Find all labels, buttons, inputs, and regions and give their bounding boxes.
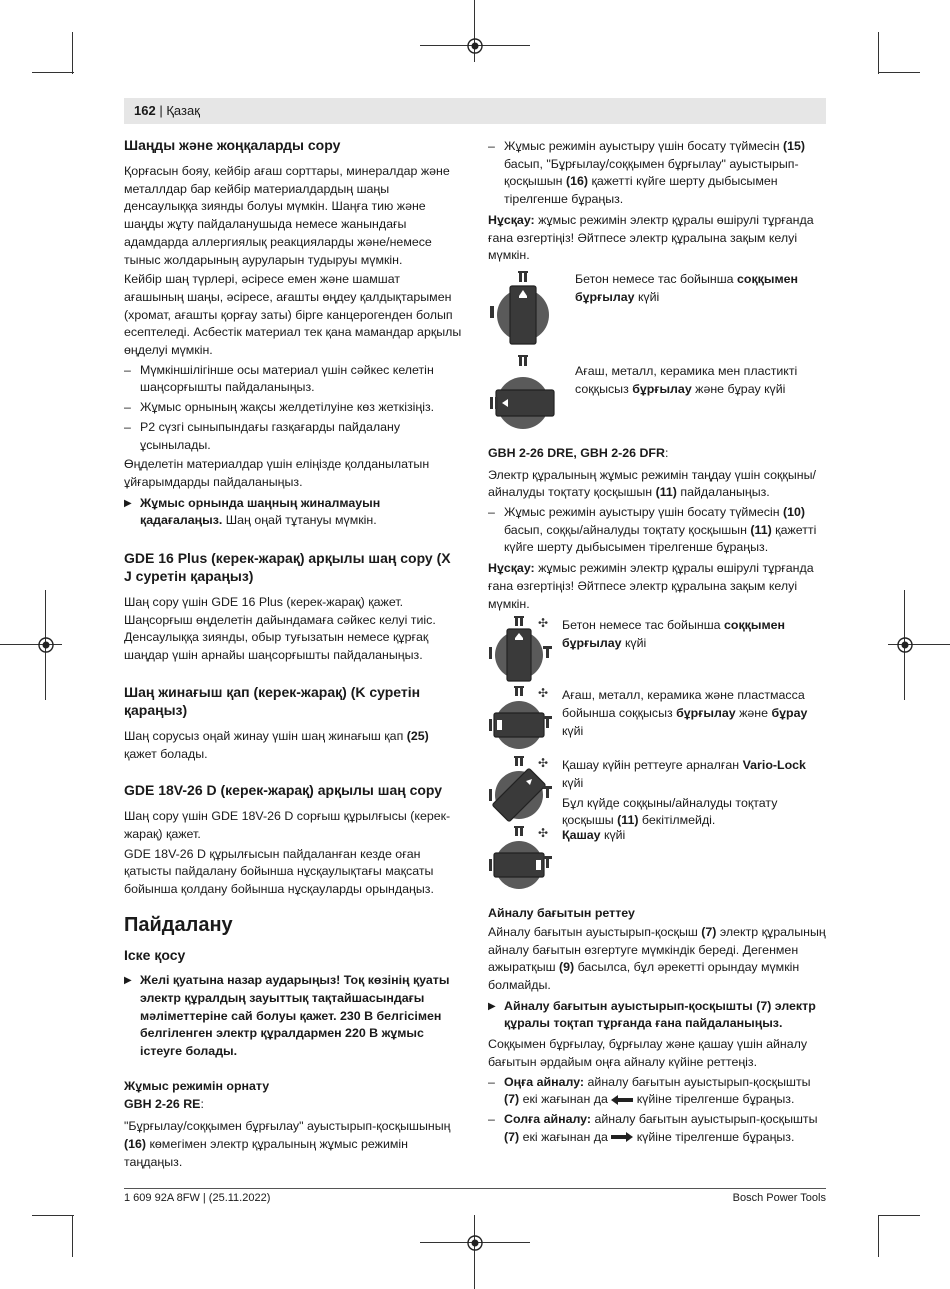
header-separator: | <box>159 103 163 118</box>
right-column <box>488 136 826 1148</box>
crop-mark <box>72 32 73 74</box>
svg-text:✣: ✣ <box>538 616 549 631</box>
paragraph: Электр құралының жұмыс режимін таңдау үшін соққыны/айналуды тоқтату қосқышын (11) пайдаланыңыз. <box>488 467 816 500</box>
subsection-title: Іске қосу <box>124 946 186 963</box>
mode-description: Бетон немесе тас бойынша соққымен бұрғылау күйі <box>575 271 798 304</box>
subsection-title: Айналу бағытын реттеу <box>488 906 635 921</box>
list-item: – Жұмыс режимін ауыстыру үшін босату түймесін (15) басып, "Бұрғылау/соққымен бұрғылау" ауыстырып-қосқышын (16) қажетті күйге шерту дыбысымен тірелгенше бұраңыз. <box>488 138 826 209</box>
warning-text: Шаң оңай тұтануы мүмкін. <box>222 513 377 528</box>
mode-selector-impact-icon <box>488 615 556 685</box>
page-header-bar <box>124 98 826 124</box>
svg-text:✣: ✣ <box>538 756 549 771</box>
mode-description: Қашау күйін реттеуге арналған Vario-Lock күйі Бұл күйде соққыны/айналуды тоқтату қосқышы (11) бекітілмейді. <box>562 758 806 828</box>
list-item: – P2 сүзгі сыныпындағы газқағарды пайдалану ұсынылады. <box>124 419 462 454</box>
crop-mark <box>878 1215 920 1216</box>
list-item: – Солға айналу: айналу бағытын ауыстырып-қосқышты (7) екі жағынан да күйіне тірелгенше бұраңыз. <box>488 1111 826 1146</box>
arrow-right-icon <box>611 1132 633 1142</box>
mode-selector-chisel-icon <box>488 825 556 895</box>
warning-item <box>124 495 462 530</box>
paragraph: Шаң сору үшін GDE 16 Plus (керек-жарақ) қажет. Шаңсорғыш өңделетін дайындамаға сәйкес келуі тиіс. Денсаулыққа зиянды, обыр туғызатын немесе құрғақ шаңдар үшін арнайы шаңсорғышты пайдаланыңыз. <box>124 595 436 663</box>
registration-mark-icon <box>464 35 486 57</box>
header-language: Қазақ <box>166 103 200 118</box>
paragraph: "Бұрғылау/соққымен бұрғылау" ауыстырып-қосқышының (16) көмегімен электр құралының жұмыс режимін таңдаңыз. <box>124 1119 451 1169</box>
mode-selector-vario-lock-icon <box>488 755 556 825</box>
paragraph: Қорғасын бояу, кейбір ағаш сорттары, минералдар және металлдар бар кейбір материалдардың шаңы денсаулыққа зиянды болуы мүмкін. Шаңға тию және шаңды жұту пайдаланушыда немесе жанындағы адамдарда аллергиялық реакцияларды және/немесе тыныс жолдарының ауруларын тудыруы мүмкін. <box>124 164 450 267</box>
mode-selector-impact-icon <box>488 269 568 347</box>
crop-mark <box>878 32 879 74</box>
crop-mark <box>72 1215 73 1257</box>
model-label: GBH 2-26 DRE, GBH 2-26 DFR: <box>488 445 669 460</box>
mode-selector-drill-icon <box>488 353 568 433</box>
mode-vario-lock <box>488 755 826 828</box>
mode-impact-drilling <box>488 269 826 349</box>
paragraph: Шаң сорусыз оңай жинау үшін шаң жинағыш қап (25) қажет болады. <box>124 728 429 761</box>
registration-mark-icon <box>35 634 57 656</box>
paragraph: Шаң сору үшін GDE 18V-26 D сорғыш құрылғысы (керек-жарақ) қажет. <box>124 809 451 841</box>
footer-rule <box>124 1188 826 1189</box>
crop-mark <box>878 1215 879 1257</box>
list-item: – Мүмкіншілігінше осы материал үшін сәйкес келетін шаңсорғышты пайдаланыңыз. <box>124 362 462 397</box>
arrow-left-icon <box>611 1095 633 1105</box>
registration-mark-icon <box>894 634 916 656</box>
paragraph: Кейбір шаң түрлері, әсіресе емен және шамшат ағашының шаңы, әсіресе, ағашты өңдеу қалдықтарымен (хромат, ағашты қорғау заты) бірге канцерогенден болып есептеледі. Асбестік материал тек қана мамандар арқылы өңделуі мүмкін. <box>124 272 462 358</box>
mode-selector-drill-icon <box>488 685 556 755</box>
mode-drilling-dre <box>488 685 826 755</box>
section-title: Шаң жинағыш қап (керек-жарақ) (K суретін қараңыз) <box>124 683 421 718</box>
model-label: GBH 2-26 RE: <box>124 1097 204 1112</box>
list-item: – Жұмыс режимін ауыстыру үшін босату түймесін (10) басып, соққы/айналуды тоқтату қосқышын (11) қажетті күйге шерту дыбысымен тірелгенше бұраңыз. <box>488 504 826 557</box>
list-item: – Оңға айналу: айналу бағытын ауыстырып-қосқышты (7) екі жағынан да күйіне тірелгенше бұраңыз. <box>488 1074 826 1109</box>
mode-description: Ағаш, металл, керамика және пластмасса бойынша соққысыз бұрғылау және бұрау күйі <box>562 688 808 738</box>
warning-bold: Жұмыс орнында шаңның жиналмауын қадағалаңыз. <box>140 495 381 528</box>
mode-description: Бетон немесе тас бойынша соққымен бұрғылау күйі <box>562 618 785 650</box>
svg-text:✣: ✣ <box>538 686 549 701</box>
section-title: Шаңды және жоңқаларды сору <box>124 137 341 153</box>
page-number: 162 <box>134 103 156 118</box>
paragraph: GDE 18V-26 D құрылғысын пайдаланған кезде оған қатысты пайдалану бойынша нұсқаулықтағы мақсаты бойынша қолдану бойынша нұсқауларды орындаңыз. <box>124 846 434 897</box>
note: Нұсқау: жұмыс режимін электр құралы өшірулі тұрғанда ғана өзгертіңіз! Әйтпесе электр құралына зақым келуі мүмкін. <box>488 561 814 611</box>
section-title: GDE 16 Plus (керек-жарақ) арқылы шаң сору (X J суретін қараңыз) <box>124 550 451 585</box>
crop-mark <box>32 1215 74 1216</box>
mode-description: Ағаш, металл, керамика мен пластикті соққысыз бұрғылау және бұрау күйі <box>575 363 798 396</box>
note: Нұсқау: жұмыс режимін электр құралы өшірулі тұрғанда ғана өзгертіңіз! Әйтпесе электр құралына зақым келуі мүмкін. <box>488 212 814 263</box>
mode-drilling <box>488 353 826 437</box>
left-column <box>124 136 462 1173</box>
page-header <box>134 103 200 118</box>
svg-text:✣: ✣ <box>538 826 549 841</box>
subsection-title: Жұмыс режимін орнату <box>124 1078 270 1093</box>
paragraph: Айналу бағытын ауыстырып-қосқыш (7) электр құралының айналу бағытын өзгертуге мүмкіндік береді. Дегенмен ажыратқыш (9) басылса, бұл әрекетті орындау мүмкін болмайды. <box>488 924 826 993</box>
registration-mark-icon <box>464 1232 486 1254</box>
mode-chiselling <box>488 825 826 895</box>
mode-impact-drilling-dre <box>488 615 826 685</box>
list-item: – Жұмыс орнының жақсы желдетілуіне көз жеткізіңіз. <box>124 399 462 417</box>
warning-item: ▶ Айналу бағытын ауыстырып-қосқышты (7) электр құралы тоқтап тұрғанда ғана пайдаланыңыз. <box>488 998 826 1033</box>
warning-item: ▶ Желі қуатына назар аударыңыз! Тоқ көзінің қуаты электр құралдың зауыттық тақтайшасындағы мәліметтеріне сай болуы қажет. 230 В белгісімен белгіленген электр құралдармен 220 В жұмыс істеуге болады. <box>124 972 462 1061</box>
chapter-title: Пайдалану <box>124 913 233 936</box>
footer-code: 1 609 92A 8FW | (25.11.2022) <box>124 1192 271 1204</box>
crop-mark <box>878 72 920 73</box>
section-title: GDE 18V-26 D (керек-жарақ) арқылы шаң сору <box>124 782 443 799</box>
paragraph: Соққымен бұрғылау, бұрғылау және қашау үшін айналу бағытын әрдайым оңға айналу күйіне реттеңіз. <box>488 1037 808 1069</box>
mode-description: Қашау күйі <box>562 828 626 843</box>
crop-mark <box>32 72 74 73</box>
footer-brand: Bosch Power Tools <box>732 1192 826 1204</box>
paragraph: Өңделетін материалдар үшін еліңізде қолданылатын ұйғарымдарды пайдаланыңыз. <box>124 457 430 489</box>
